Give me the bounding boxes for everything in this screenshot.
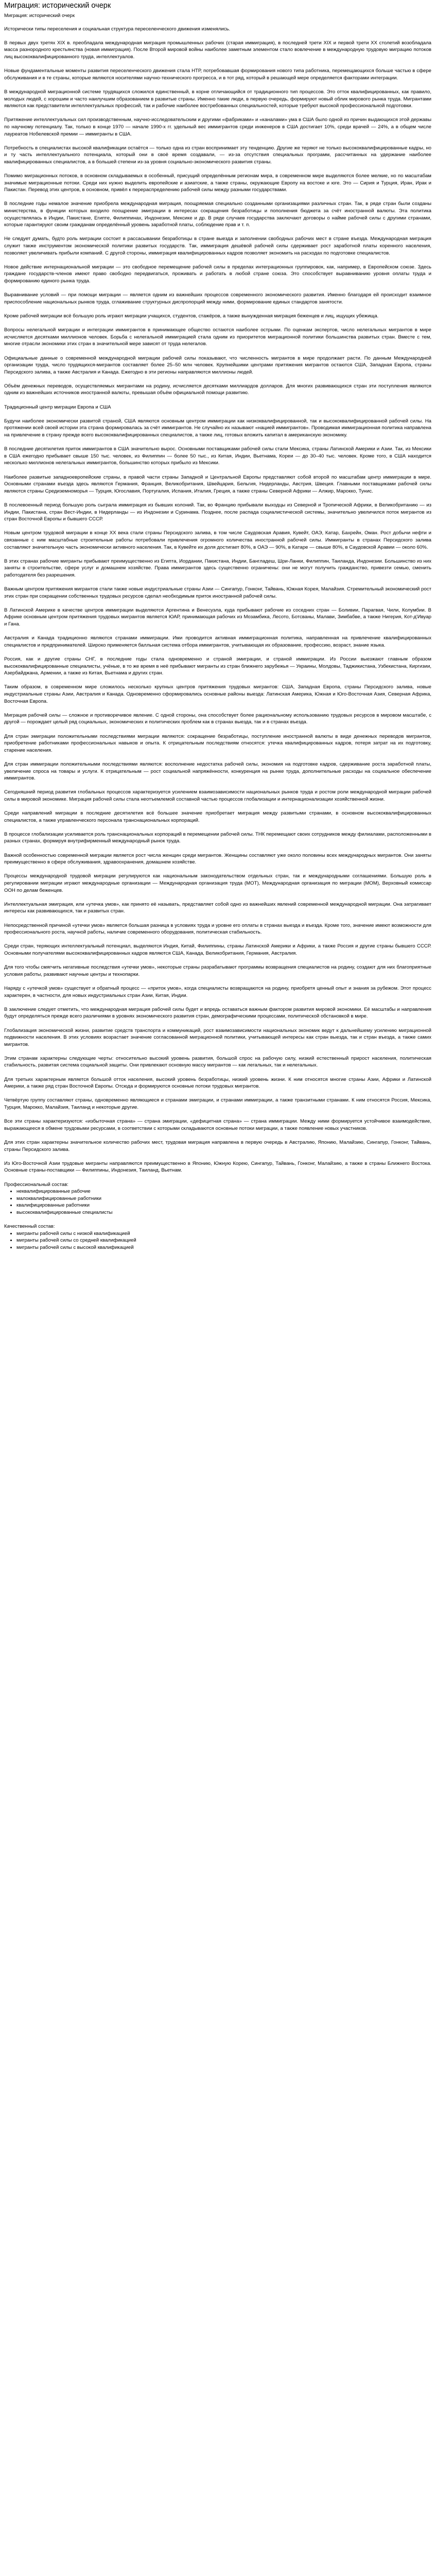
paragraph: В международной миграционной системе трудящихся сложился единственный, в корне отличающийся от традиционного тип процессов. Это отток квалифицированных, как правило, молодых людей, с хорошим и часто наилучшим образованием в развитые страны. Именно такие люди, в первую очередь, формируют новый облик мирового рынка труда. Мигрантами являются как представители интеллектуальных профессий, так и рабочие наиболее востребованных специальностей, которые требуют высокой профессиональной подготовки. <box>4 89 431 109</box>
paragraph: Интеллектуальная эмиграция, или «утечка умов», как принято её называть, представляет собой одно из важнейших явлений современной международной миграции. Она затрагивает интересы как развивающихся, так и развитых стран. <box>4 901 431 914</box>
paragraph: Исторически типы переселения и социальная структура переселенческого движения изменялись. <box>4 26 231 32</box>
paragraph: В процессе глобализации усиливается роль транснациональных корпораций в перемещении рабочей силы. ТНК перемещают своих сотрудников между филиалами, расположенными в разных странах, формируя внутрифирменный международный рынок труда. <box>4 831 431 844</box>
list-item: • малоквалифицированные работники <box>16 1195 431 1202</box>
paragraph: Для стран иммиграции положительными последствиями являются: восполнение недостатка рабочей силы, экономия на подготовке кадров, сдерживание роста заработной платы, увеличение спроса на товары и услуги. К отрицательным — рост социальной напряжённости, конкуренция на рынке труда, дополнительные расходы на социальное обеспечение иммигрантов. <box>4 761 431 782</box>
paragraph: В последние годы немалое значение приобрела международная миграция, поощряемая специально созданными организациями различных стран. Так, в ряде стран были созданы министерства, в функции которых входило поощрение эмиграции в интересах сокращения безработицы и пополнения бюджета за счёт иностранной валюты. Эта политика осуществлялась в Индии, Пакистане, Египте, Филиппинах, Индонезии, Мексике и др. В ряде случаев государства заключают договоры о найме рабочей силы с другими странами, которые гарантируют своим гражданам определённый уровень заработной платы, соблюдение прав и т. п. <box>4 201 431 228</box>
list-heading: Качественный состав: <box>4 1224 55 1230</box>
paragraph: Для третьих характерным является большой отток населения, высокий уровень безработицы, низкий уровень жизни. К ним относятся многие страны Азии, Африки и Латинской Америки, а также ряд стран Восточной Европы. Отсюда и формируются основные потоки трудовых мигрантов. <box>4 1076 431 1090</box>
paragraph: Для стран эмиграции положительными последствиями миграции являются: сокращение безработицы, поступление иностранной валюты в виде денежных переводов мигрантов, приобретение работниками профессиональных навыков и опыта. К отрицательным последствиям относятся: утечка квалифицированных кадров, потеря затрат на их подготовку, старение населения. <box>4 733 431 753</box>
paragraph: В заключение следует отметить, что международная миграция рабочей силы будет и впредь оставаться важным фактором развития мировой экономики. Её масштабы и направления будут определяться прежде всего различиями в уровнях экономического развития стран, демографическими процессами, политической обстановкой в мире. <box>4 1006 431 1020</box>
bullet-list <box>4 1230 431 1251</box>
paragraph: Миграция рабочей силы — сложное и противоречивое явление. С одной стороны, она способствует более рациональному использованию трудовых ресурсов в мировом масштабе, с другой — порождает целый ряд социальных, экономических и политических проблем как в странах выезда, так и в странах въезда. <box>4 712 431 725</box>
paragraph: Важной особенностью современной миграции является рост числа женщин среди мигрантов. Женщины составляют уже около половины всех международных мигрантов. Они заняты преимущественно в сфере обслуживания, здравоохранения, домашнем хозяйстве. <box>4 852 431 866</box>
paragraph: Объём денежных переводов, осуществляемых мигрантами на родину, исчисляется десятками миллиардов долларов. Для многих развивающихся стран эти поступления являются одним из важнейших источников иностранной валюты, превышая объём официальной помощи развитию. <box>4 383 431 396</box>
paragraph: Для того чтобы смягчить негативные последствия «утечки умов», некоторые страны разрабатывают программы возвращения специалистов на родину, создают для них благоприятные условия работы, развивают научные центры и технопарки. <box>4 964 431 977</box>
list-item: • высококвалифицированные специалисты <box>16 1209 431 1216</box>
list-item: • мигранты рабочей силы с высокой квалификацией <box>16 1244 431 1251</box>
paragraph: В этих странах рабочие мигранты прибывают преимущественно из Египта, Иордании, Пакистана, Индии, Бангладеш, Шри-Ланки, Филиппин, Таиланда, Индонезии. Большинство из них заняты в строительстве, сфере услуг и домашнем хозяйстве. Права иммигрантов здесь существенно ограничены: они не могут получить гражданство, привезти семью, сменить работодателя без разрешения. <box>4 558 431 578</box>
paragraph: В первых двух третях XIX в. преобладала международная миграция промышленных рабочих (старая иммиграция), в последней трети XIX и первой трети XX столетий возобладала масса разнородного крестьянства (новая иммиграция). После Второй мировой войны наиболее заметным элементом стало вовлечение в международную трудовую миграцию потоков лиц высококвалифицированного труда, интеллектуалов. <box>4 40 431 60</box>
paragraph: Наиболее развитые западноевропейские страны, в правой части страны Западной и Центральной Европы представляют собой второй по масштабам центр иммиграции в мире. Основными странами въезда здесь являются Германия, Франция, Великобритания, Швейцария, Бельгия, Нидерланды, Австрия, Швеция. Главными поставщиками рабочей силы являются страны Средиземноморья — Турция, Югославия, Португалия, Испания, Италия, Греция, а также страны Северной Африки — Алжир, Марокко, Тунис. <box>4 474 431 494</box>
paragraph: Новым центром трудовой миграции в конце XX века стали страны Персидского залива, в том числе Саудовская Аравия, Кувейт, ОАЭ, Катар, Бахрейн, Оман. Рост добычи нефти и связанные с ним масштабные строительные работы потребовали привлечения огромного количества иностранной рабочей силы. Иммигранты в странах Персидского залива составляют значительную часть экономически активного населения. Так, в Кувейте их доля достигает 80%, в ОАЭ — 90%, в Катаре — свыше 80%, в Саудовской Аравии — около 60%. <box>4 530 431 550</box>
paragraph: Все эти страны характеризуются: «избыточная страна» — страна эмиграции, «дефицитная страна» — страна иммиграции. Между ними формируется устойчивое взаимодействие, выражающееся в обмене трудовыми ресурсами, в соответствии с которыми складываются основные потоки миграции, а также появление новых участников. <box>4 1118 431 1131</box>
paragraph: Не следует думать, будто роль миграции состоит в рассасывании безработицы в стране выезда и заполнении свободных рабочих мест в стране въезда. Международная миграция служит также инструментом экономической политики развитых государств. Так, иммиграция дешёвой рабочей силы сдерживает рост заработной платы коренного населения, позволяет увеличивать прибыли компаний. С другой стороны, иммиграция квалифицированных кадров позволяет экономить на расходах по подготовке специалистов. <box>4 236 431 256</box>
paragraph: Четвёртую группу составляют страны, одновременно являющиеся и странами эмиграции, и странами иммиграции, а также транзитными странами. К ним относятся Россия, Мексика, Турция, Марокко, Малайзия, Таиланд и некоторые другие. <box>4 1097 431 1111</box>
bullet-list <box>4 1188 431 1216</box>
paragraph: Кроме рабочей миграции всё большую роль играют миграции учащихся, студентов, стажёров, а также вынужденная миграция беженцев и лиц, ищущих убежища. <box>4 313 379 319</box>
list-item: • мигранты рабочей силы со средней квалификацией <box>16 1237 431 1244</box>
paragraph: Выравнивание условий — при помощи миграции — является одним из важнейших процессов современного экономического развития. Именно благодаря ей происходит взаимное приспособление национальных рынков труда, сглаживание структурных диспропорций между ними, формирование единых стандартов занятости. <box>4 292 431 305</box>
paragraph: Австралия и Канада традиционно являются странами иммиграции. Ими проводится активная иммиграционная политика, направленная на привлечение квалифицированных специалистов и предпринимателей. Широко применяется балльная система отбора иммигрантов, учитывающая их образование, профессию, возраст, знание языка. <box>4 635 431 648</box>
paragraph: Этим странам характерны следующие черты: относительно высокий уровень развития, большой спрос на рабочую силу, низкий естественный прирост населения, политическая стабильность, развитая система социальной защиты. Они привлекают основную массу мигрантов — как легальных, так и нелегальных. <box>4 1055 431 1069</box>
paragraph: Непосредственной причиной «утечки умов» является большая разница в условиях труда и уровне его оплаты в странах выезда и въезда. Кроме того, значение имеют возможности для профессионального роста, научной работы, наличие современного оборудования, политическая стабильность. <box>4 922 431 936</box>
paragraph: Среди стран, теряющих интеллектуальный потенциал, выделяются Индия, Китай, Филиппины, страны Латинской Америки и Африки, а также Россия и другие страны бывшего СССР. Основными получателями высококвалифицированных кадров являются США, Канада, Великобритания, Германия, Австралия. <box>4 943 431 956</box>
paragraph: В послевоенный период большую роль сыграла иммиграция из бывших колоний. Так, во Францию прибывали выходцы из Северной и Тропической Африки, в Великобританию — из Индии, Пакистана, стран Вест-Индии, в Нидерланды — из Индонезии и Суринама. Позднее, после распада социалистической системы, значительно увеличился поток мигрантов из стран Восточной Европы и бывшего СССР. <box>4 502 431 522</box>
paragraph: Потребность в специалистах высокой квалификации остаётся — только одна из стран воспринимает эту тенденцию. Другие же теряют не только высококвалифицированные кадры, но и ту часть интеллектуального потенциала, который они в своё время создавали, — из-за отсутствия специальных программ, рассчитанных на удержание наиболее квалифицированных специалистов, а в большей степени из-за уровня социально-экономического развития страны. <box>4 145 431 165</box>
paragraph: В Латинской Америке в качестве центров иммиграции выделяются Аргентина и Венесуэла, куда прибывают рабочие из соседних стран — Боливии, Парагвая, Чили, Колумбии. В Африке основным центром притяжения трудовых мигрантов является ЮАР, принимающая рабочих из Мозамбика, Лесото, Ботсваны, Малави, Зимбабве, а также Нигерия, Кот-д'Ивуар и Гана. <box>4 607 431 628</box>
document-title: Миграция: исторический очерк <box>4 2 111 10</box>
paragraph: Притяжение интеллектуальных сил производственным, научно-исследовательским и другими «фабриками» и «каналами» ума в США было одной из причин выдающихся этой державы по научному потенциалу. Так, только в конце 1970 — начале 1990-х гг. удельный вес иммигрантов среди инженеров в США достигает 10%, среди врачей — 24%, а в общем числе лауреатов Нобелевской премии — иммигранты в США. <box>4 117 431 137</box>
list-item: • квалифицированные работники <box>16 1202 431 1209</box>
paragraph: Процессы международной трудовой миграции регулируются как национальным законодательством отдельных стран, так и международными соглашениями. Большую роль в регулировании миграции играют международные организации — Международная организация труда (МОТ), Международная организация по миграции (МОМ), Верховный комиссар ООН по делам беженцев. <box>4 873 431 893</box>
paragraph: Вопросы нелегальной миграции и интеграции иммигрантов в принимающее общество остаются наиболее острыми. По оценкам экспертов, число нелегальных мигрантов в мире исчисляется десятками миллионов человек. Борьба с нелегальной иммиграцией стала одним из приоритетов миграционной политики большинства развитых стран. Вместе с тем, многие отрасли экономики этих стран в значительной мере зависят от труда нелегалов. <box>4 327 431 347</box>
paragraph: Для этих стран характерны значительное количество рабочих мест, трудовая миграция направлена в первую очередь в Австралию, Японию, Малайзию, Сингапур, Гонконг, Тайвань, страны Персидского залива. <box>4 1140 431 1153</box>
list-item: • мигранты рабочей силы с низкой квалификацией <box>16 1230 431 1238</box>
paragraph: Россия, как и другие страны СНГ, в последние годы стала одновременно и страной эмиграции, и страной иммиграции. Из России выезжают главным образом высококвалифицированные специалисты, учёные, в то же время в неё прибывают мигранты из стран ближнего зарубежья — Украины, Молдовы, Таджикистана, Узбекистана, Киргизии, Азербайджана, Армении, а также из Китая, Вьетнама и других стран. <box>4 656 431 676</box>
list-item: • неквалифицированные рабочие <box>16 1188 431 1195</box>
paragraph: Официальные данные о современной международной миграции рабочей силы показывают, что численность мигрантов в мире продолжает расти. По данным Международной организации труда, число трудящихся-мигрантов составляет более 25–50 млн человек. Крупнейшими центрами притяжения мигрантов остаются США, Западная Европа, страны Персидского залива, а также Австралия и Канада. Ежегодно в эти регионы направляются миллионы людей. <box>4 355 431 375</box>
paragraph: Новые фундаментальные моменты развития переселенческого движения стала НТР, потребовавшая формирования нового типа работника, перемещающихся больше частью в сфере обслуживания и в те страны, которые являются носителями научно-технического прогресса, и в тот ряд, который в решающей мере определяется факторами интеграции. <box>4 68 431 81</box>
paragraph: Среди направлений миграции в последние десятилетия всё большее значение приобретает миграция между развитыми странами, в основном высококвалифицированных специалистов, а также управленческого персонала транснациональных корпораций. <box>4 810 431 823</box>
paragraph: Глобализация экономической жизни, развитие средств транспорта и коммуникаций, рост взаимозависимости национальных экономик ведут к дальнейшему усилению миграционной подвижности населения. В этих условиях возрастает значение согласованной миграционной политики, учитывающей интересы как стран выезда, так и стран въезда, а также самих мигрантов. <box>4 1027 431 1047</box>
paragraph: Таким образом, в современном мире сложилось несколько крупных центров притяжения трудовых мигрантов: США, Западная Европа, страны Персидского залива, новые индустриальные страны Азии, Австралия и Канада. Одновременно сформировались основные районы выезда: Латинская Америка, Южная и Юго-Восточная Азия, Северная Африка, Восточная Европа. <box>4 684 431 704</box>
list-heading: Профессиональный состав: <box>4 1181 68 1188</box>
paragraph: Новое действие интернациональной миграции — это свободное перемещение рабочей силы в пределах интеграционных группировок, как, например, в Европейском союзе. Здесь граждане государств-членов имеют право свободно передвигаться, проживать и работать в любой стране союза. Это способствует выравниванию уровня оплаты труда и формированию единого рынка труда. <box>4 264 431 284</box>
paragraph: Будучи наиболее экономически развитой страной, США являются основным центром иммиграции как низкоквалифицированной, так и высококвалифицированной рабочей силы. На протяжении всей своей истории эта страна формировалась за счёт иммигрантов. Не случайно их называют «нацией иммигрантов». Проводимая иммиграционная политика направлена на привлечение в страну прежде всего высококвалифицированных специалистов, а также лиц, готовых вложить капитал в американскую экономику. <box>4 418 431 438</box>
document-page <box>0 0 436 1251</box>
section-heading: Традиционный центр миграции Европа и США <box>4 404 111 410</box>
document-subtitle: Миграция: исторический очерк <box>4 13 75 19</box>
paragraph: Важным центром притяжения мигрантов стали также новые индустриальные страны Азии — Сингапур, Гонконг, Тайвань, Южная Корея, Малайзия. Стремительный экономический рост этих стран при сокращении собственных трудовых ресурсов сделал необходимым приток иностранной рабочей силы. <box>4 586 431 599</box>
paragraph: Сегодняшний период развития глобальных процессов характеризуется усилением взаимозависимости национальных рынков труда и ростом роли международной миграции рабочей силы в мировой экономике. Миграция рабочей силы стала неотъемлемой составной частью процессов глобализации и интернационализации хозяйственной жизни. <box>4 789 431 802</box>
paragraph: Наряду с «утечкой умов» существует и обратный процесс — «приток умов», когда специалисты возвращаются на родину, приобретя ценный опыт и знания за рубежом. Этот процесс характерен, в частности, для новых индустриальных стран Азии, Китая, Индии. <box>4 985 431 998</box>
paragraph: Из Юго-Восточной Азии трудовые мигранты направляются преимущественно в Японию, Южную Корею, Сингапур, Тайвань, Гонконг, Малайзию, а также в страны Ближнего Востока. Основные страны-поставщики — Филиппины, Индонезия, Таиланд, Вьетнам. <box>4 1160 431 1174</box>
paragraph: Помимо миграционных потоков, в основном складываемых в особенный, присущий определённым регионам мира, в современном мире выделяются более мелкие, но по масштабам значимые миграционные потоки. Среди них нужно выделить европейские и азиатские, а также страны, окружающие Европу на востоке и юге. Это — Сирия и Турция, Иран, Ирак и Пакистан. Перевод этих центров, в основном, привёл к перераспределению рабочей силы между разными государствами. <box>4 173 431 193</box>
paragraph: В последние десятилетия приток иммигрантов в США значительно вырос. Основными поставщиками рабочей силы стали Мексика, страны Латинской Америки и Азии. Так, из Мексики в США ежегодно прибывает свыше 150 тыс. человек, из Филиппин — более 50 тыс., из Китая, Индии, Вьетнама, Кореи — до 30–40 тыс. человек. Кроме того, в США находится несколько миллионов нелегальных иммигрантов, большинство которых прибыло из Мексики. <box>4 446 431 466</box>
document-body <box>4 26 431 1251</box>
